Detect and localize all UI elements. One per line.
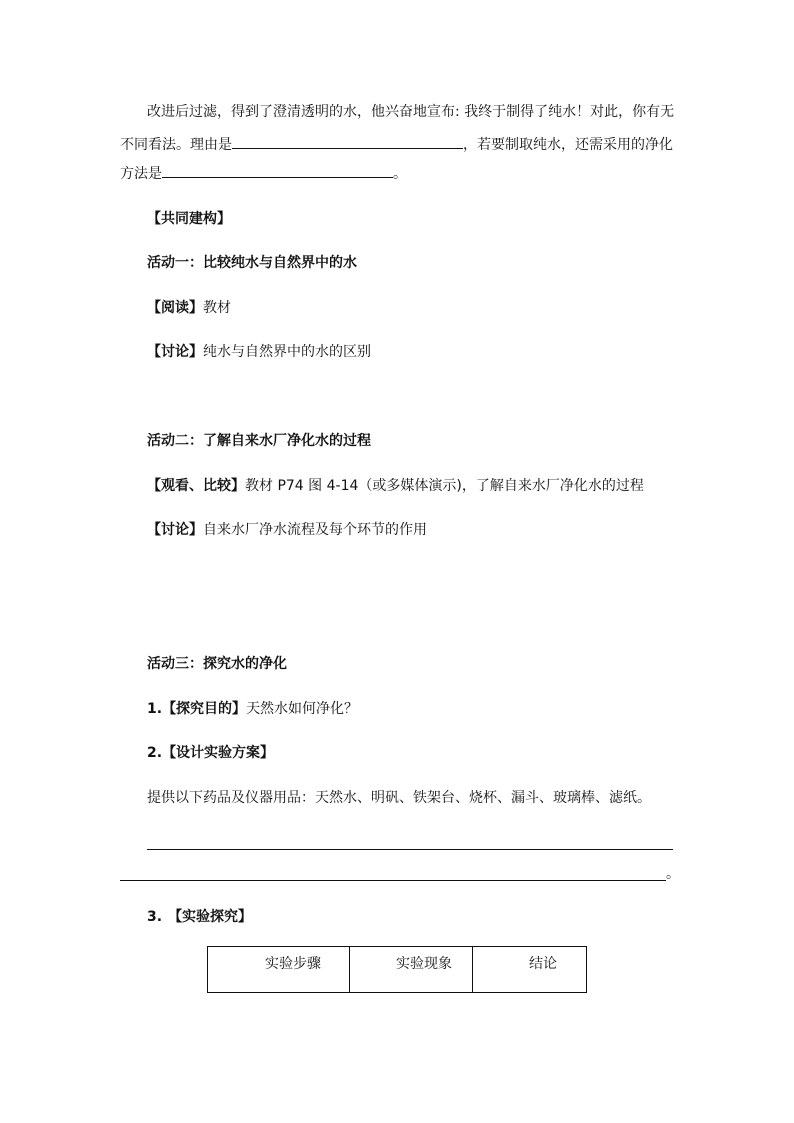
activity3-item1 xyxy=(147,699,358,719)
answer-line-2[interactable] xyxy=(120,880,666,881)
intro-text-3a: 方法是 xyxy=(120,166,162,182)
observe-text: 教材 P74 图 4-14（或多媒体演示)，了解自来水厂净化水的过程 xyxy=(245,478,644,494)
item1-number: 1. xyxy=(147,701,163,717)
intro-text-1: 改进后过滤，得到了澄清透明的水，他兴奋地宣布: 我终于制得了纯水！对此，你有无 xyxy=(147,104,675,120)
item1-tag: 【探究目的】 xyxy=(162,701,247,717)
read-tag: 【阅读】 xyxy=(147,300,203,316)
method-blank[interactable] xyxy=(162,163,393,178)
discuss-tag-1: 【讨论】 xyxy=(147,344,203,360)
intro-line-1 xyxy=(147,102,674,122)
discuss-text-2: 自来水厂净水流程及每个环节的作用 xyxy=(203,522,427,538)
intro-line-2 xyxy=(120,134,673,155)
item3-tag: 【实验探究】 xyxy=(168,909,253,925)
discuss-tag-2: 【讨论】 xyxy=(147,522,203,538)
experiment-table xyxy=(207,946,587,993)
activity3-title: 活动三：探究水的净化 xyxy=(147,656,287,672)
activity3-item3 xyxy=(147,907,252,927)
read-text: 教材 xyxy=(203,300,231,316)
section-heading: 【共同建构】 xyxy=(147,211,231,227)
provide-text: 提供以下药品及仪器用品：天然水、明矾、铁架台、烧杯、漏斗、玻璃棒、滤纸。 xyxy=(147,790,651,806)
activity1-read xyxy=(147,298,231,318)
activity2-observe xyxy=(147,476,644,496)
discuss-text-1: 纯水与自然界中的水的区别 xyxy=(203,344,371,360)
intro-text-2a: 不同看法。理由是 xyxy=(120,137,232,153)
item1-text: 天然水如何净化？ xyxy=(246,701,359,717)
item2-number: 2. xyxy=(147,745,163,761)
answer-line-1[interactable] xyxy=(147,849,673,850)
answer-end-mark: 。 xyxy=(666,866,680,882)
activity3-item2 xyxy=(147,743,274,763)
header-conclusion: 结论 xyxy=(473,947,587,993)
intro-line-3 xyxy=(120,163,407,184)
table-header-row xyxy=(208,947,587,993)
activity2-title: 活动二：了解自来水厂净化水的过程 xyxy=(147,433,371,449)
observe-tag: 【观看、比较】 xyxy=(147,478,245,494)
intro-text-3b: 。 xyxy=(393,166,407,182)
activity2-discuss xyxy=(147,520,427,540)
item2-tag: 【设计实验方案】 xyxy=(162,745,275,761)
header-phenomena: 实验现象 xyxy=(350,947,473,993)
item3-number: 3. xyxy=(147,909,163,925)
header-steps: 实验步骤 xyxy=(208,947,350,993)
activity1-discuss xyxy=(147,342,371,362)
activity1-title: 活动一：比较纯水与自然界中的水 xyxy=(147,255,357,271)
reason-blank[interactable] xyxy=(232,134,463,149)
intro-text-2b: ，若要制取纯水，还需采用的净化 xyxy=(463,137,673,153)
